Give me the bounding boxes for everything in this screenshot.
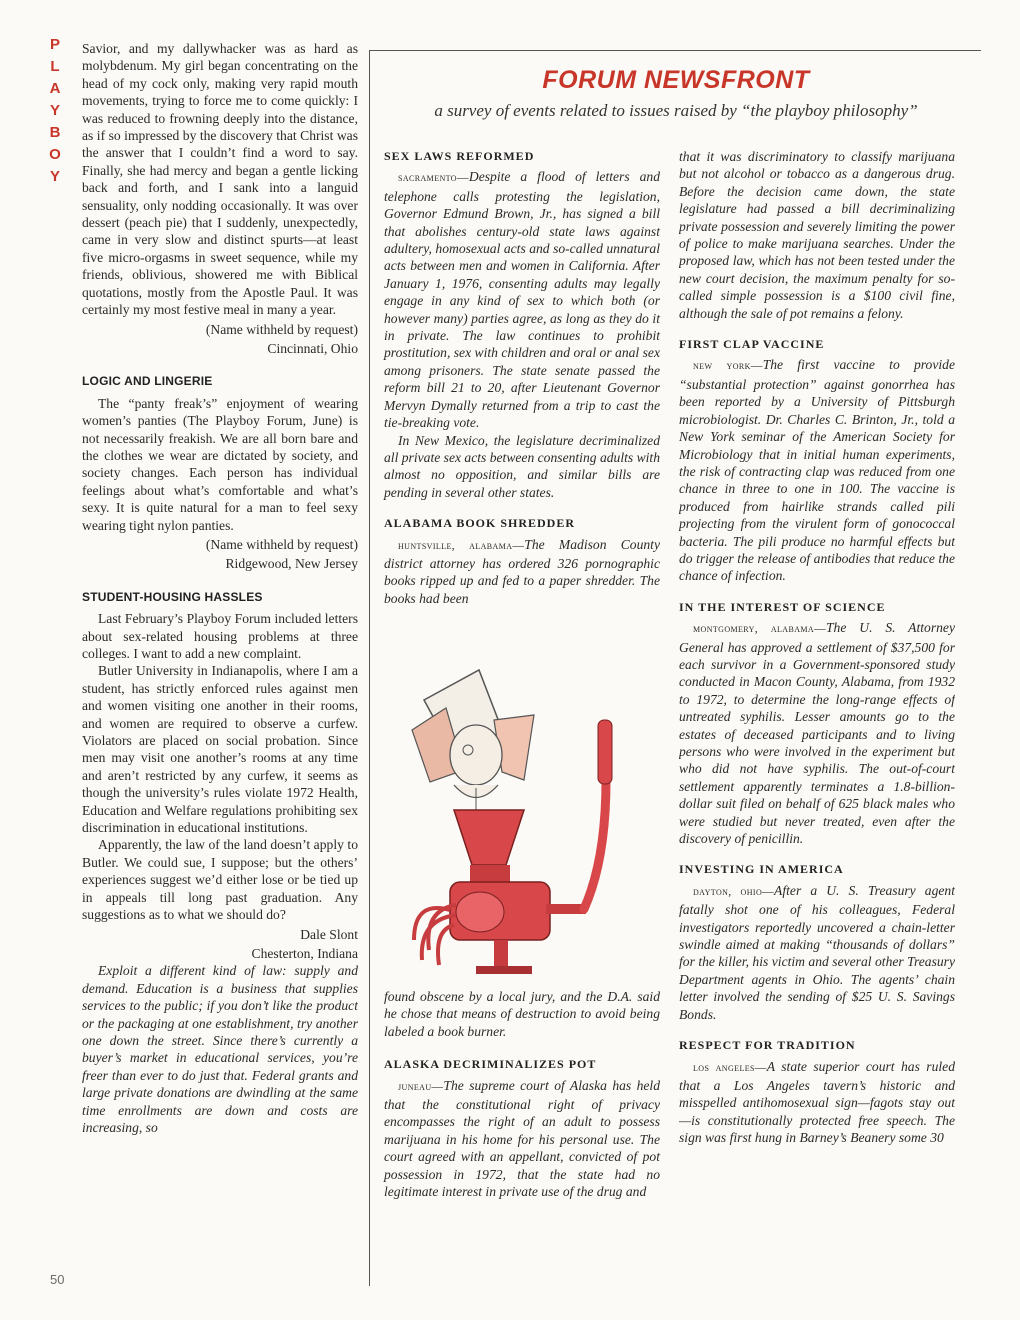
dateline: sacramento— [398,172,469,185]
magazine-letter: P [49,36,60,53]
letter-body: Butler University in Indianapolis, where I am a student, has strictly enforced rules against men and women visiting one another in their rooms, and women are required to observe a curfew. Violators are placed on social probation. Since men may visit one another’s rooms at any time and aren’t restricted by any curfew, it seems as though the university’s rules violate 1972 Health, Education and Welfare regulations prohibiting sex discrimination in educational institutions. [82,663,358,836]
news-column-right [679,148,955,1288]
magazine-letter: A [49,80,61,97]
news-text: The Madison County district attorney has ordered 326 pornographic books ripped up and fed to a paper shredder. The books had been [384,536,660,606]
box-rule-vertical [369,50,370,1286]
letter-signature: (Name withheld by request) [205,536,358,552]
news-heading: INVESTING IN AMERICA [679,862,844,877]
letter-location: Chesterton, Indiana [251,945,358,961]
magazine-name-vertical [44,34,66,188]
news-text: The U. S. Attorney General has approved a settlement of $37,500 for each survivor in a Government-sponsored study conducted in Macon County, Alabama, from 1932 to 1972, to determine the long-range effects of untreated syphilis. Lesser amounts go to the estates of deceased participants and to living persons who were involved in the experiment but who did not have syphilis. The out-of-court settlement apparently terminates a 1.8-billion-dollar suit filed on behalf of 625 black males who were studied but never treated, even after the discovery of penicillin. [679,620,955,847]
news-text: After a U. S. Treasury agent fatally shot one of his colleagues, Federal investigators reportedly uncovered a chain-letter swindle aimed at making “thousands of dollars” for the killer, his victim and several other Treasury Department agents in Ohio. The agents’ chain letter involved the sending of $25 U. S. Savings Bonds. [679,882,955,1022]
news-heading: ALABAMA BOOK SHREDDER [384,516,576,531]
letter-body: The “panty freak’s” enjoyment of wearing women’s panties (The Playboy Forum, June) is not necessarily freakish. We are all born bare and the clothes we wear are dictated by society, and society changes. Each person has individual feelings about what’s comfortable and what’s sexy. It is quite natural for a man to feel sexy wearing tight nylon panties. [82,395,358,533]
news-column-middle [384,148,660,607]
letter-body: Apparently, the law of the land doesn’t apply to Butler. We could sue, I suppose; but the others’ experiences suggest we’d either lose or be tied up in appeals till long past graduation. Any suggestions as to what we should do? [82,837,358,923]
news-text: The supreme court of Alaska has held that the constitutional right of privacy encompasses the right of an adult to possess marijuana in his home for his personal use. The court agreed with an appellant, convicted of pot possession in 1972, that the state had no legitimate interest in private use of the drug and [384,1077,660,1200]
dateline: huntsville, alabama— [398,539,525,552]
dateline: montgomery, alabama— [693,623,826,636]
news-text: A state superior court has ruled that a Los Angeles tavern’s historic and misspelled antihomosexual sign—fagots stay out—is constitutionally protected free speech. The sign was first hung in Barney’s Beanery some 30 [679,1058,955,1146]
news-item [384,536,660,608]
news-item [384,168,660,431]
news-text: Despite a flood of letters and telephone calls protesting the legislation, Governor Edmund Brown, Jr., has signed a bill that abolishes century-old state laws against adultery, homosexual acts and so-called unnatural acts between men and women in California. After January 1, 1976, consenting adults may legally engage in any kind of sex to which both (or however many) parties agree, as long as they do it in private. The law continues to prohibit prostitution, sex with children and oral or anal sex among prisoners. The state senate passed the reform bill 21 to 20, after Lieutenant Governor Mervyn Dymally returned from a trip to cast the tie-breaking vote. [384,169,660,431]
news-text: found obscene by a local jury, and the D.A. said he chose that means of destruction to avoid being labeled a book burner. [384,989,660,1039]
letter-location: Cincinnati, Ohio [267,340,358,356]
news-heading: FIRST CLAP VACCINE [679,337,825,352]
book-shredder-illustration [384,660,660,980]
magazine-letter: Y [49,168,60,185]
letter-heading-housing: STUDENT-HOUSING HASSLES [82,589,263,604]
magazine-letter: Y [49,102,60,119]
letter-body: Last February’s Playboy Forum included letters about sex-related housing problems at three colleges. I want to add a new complaint. [82,611,358,661]
letter-location: Ridgewood, New Jersey [225,556,358,572]
magazine-letter: L [50,58,60,75]
news-text: In New Mexico, the legislature decriminalized all private sex acts between consenting adults with almost no opposition, and similar bills are pending in several other states. [384,432,660,500]
news-item [384,1077,660,1201]
section-subtitle: a survey of events related to issues raised by “the playboy philosophy” [434,101,918,120]
news-item [679,356,955,584]
dateline: dayton, ohio— [693,885,775,898]
letters-column [82,40,358,1300]
book-pages-icon [412,670,534,810]
magazine-letter: O [49,146,61,163]
letter-heading-logic: LOGIC AND LINGERIE [82,374,213,389]
letter-signature: (Name withheld by request) [205,321,358,337]
news-item [679,882,955,1023]
forum-banner [372,66,980,121]
letter-continuation: Savior, and my dallywhacker was as hard as molybdenum. My girl began concentrating on the head of my cock only, making very rapid mouth movements, trying to force me to come quickly: I was reduced to frowning deeply into the distance, as if so impressed by the discovery that Christ was the answer that I couldn’t find a word to say. Finally, she had mercy and began a gentle licking back and forth, and I sank into a languid sensuality, only nodding occasionally. It was over dessert (peach pie) that I suddenly, unexpectedly, came in very slow and distinct spurts—at least five micro-orgasms in sweet sequence, while my friends, oblivious, showered me with Biblical quotations, mostly from the Apostle Paul. It was certainly my most festive meal in many a year. [82,41,358,318]
section-title: FORUM NEWSFRONT [542,66,810,94]
editor-reply: Exploit a different kind of law: supply and demand. Education is a business that supplies services to the public; if you don’t like the product or the packaging at one establishment, try another one down the street. Since there’s currently a buyer’s market in educational services, you’re freer than ever to do just that. Federal grants and large private donations are dwindling at the same time enrollments are down and costs are increasing, so [82,963,358,1135]
letter-signature: Dale Slont [300,926,358,942]
news-text: The first vaccine to provide “substantial protection” against gonorrhea has been reported by a University of Pittsburgh microbiologist. Dr. Charles C. Brinton, Jr., told a New York seminar of the American Society for Microbiology that in initial human experiments, the risk of contracting clap was reduced from one chance in three to one in 100. The vaccine is produced from hairlike strands called pili projecting from the virulent form of gonococcal bacteria. The pili produce no harmful effects but do trigger the release of antibodies that reduce the chance of infection. [679,357,955,584]
news-heading: RESPECT FOR TRADITION [679,1038,856,1053]
magazine-letter: B [49,124,61,141]
news-heading: IN THE INTEREST OF SCIENCE [679,599,886,614]
dateline: los angeles— [693,1061,767,1074]
news-heading: ALASKA DECRIMINALIZES POT [384,1057,597,1072]
news-column-middle-lower [384,988,660,1200]
dateline: new york— [693,360,763,373]
news-text: that it was discriminatory to classify marijuana but not alcohol or tobacco as a dangerous drug. Before the decision came down, the state legislature had passed a bill decriminalizing private possession and severely limiting the power of police to make marijuana searches. Under the proposed law, which has not been tested under the new court decision, the maximum penalty for so-called simple possession is a $100 civil fine, although the sale of pot remains a felony. [679,149,955,321]
news-item [679,619,955,847]
box-rule-horizontal [369,50,981,51]
page-number: 50 [50,1272,65,1287]
news-item [679,1058,955,1147]
dateline: juneau— [398,1080,444,1093]
news-heading: SEX LAWS REFORMED [384,149,535,163]
